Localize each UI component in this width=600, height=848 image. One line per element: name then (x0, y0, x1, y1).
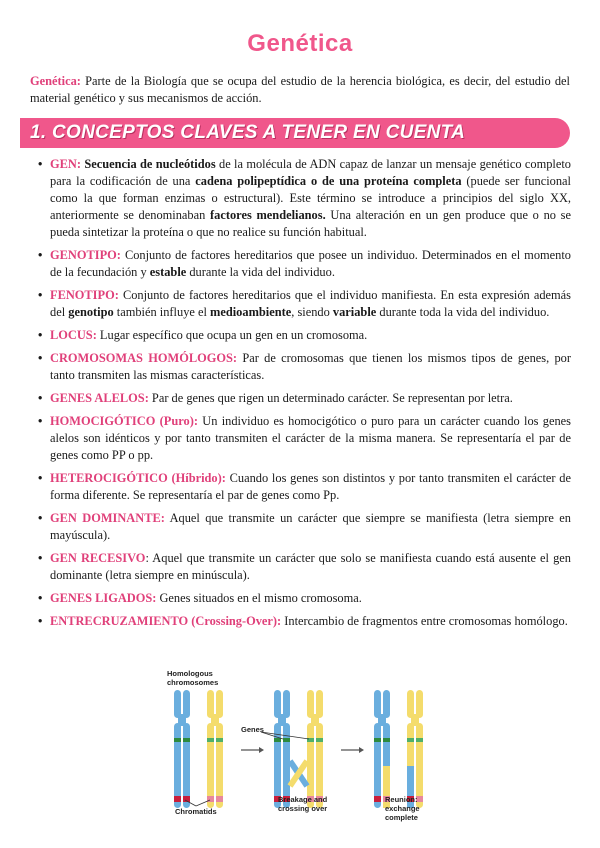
concept-term: LOCUS: (50, 328, 97, 342)
section-heading: 1. CONCEPTOS CLAVES A TENER EN CUENTA (30, 122, 466, 143)
concept-text: Conjunto de factores hereditarios que el individuo manifiesta. En esta expresión además del (50, 288, 571, 319)
concept-text: Aquel que transmite un carácter que siempre se manifiesta (letra siempre en mayúscula). (50, 511, 571, 542)
section-banner (20, 118, 570, 148)
bullet-icon: • (38, 614, 43, 628)
concept-term: GENES LIGADOS: (50, 591, 157, 605)
concept-text: Par de genes que rigen un determinado carácter. Se representan por letra. (148, 391, 513, 405)
concept-term: GEN: (50, 157, 81, 171)
list-item (38, 287, 571, 321)
concept-term: ENTRECRUZAMIENTO (Crossing-Over): (50, 614, 282, 628)
intro-term: Genética: (30, 74, 81, 88)
concept-text: también influye el (113, 305, 211, 319)
concept-bold-text: estable (149, 265, 187, 279)
concept-text: Conjunto de factores hereditarios que posee un individuo. Determinados en el momento de la fecundación y (50, 248, 571, 279)
chromosome-yellow-middle (307, 690, 323, 808)
list-item (38, 350, 571, 384)
bullet-icon: • (38, 591, 43, 605)
concept-bold-text: medioambiente (210, 305, 292, 319)
bullet-icon: • (38, 511, 43, 525)
label-breakage-2: crossing over (278, 804, 328, 813)
label-reunion-1: Reunion: (385, 795, 418, 804)
concept-text: , siendo (291, 305, 333, 319)
concept-text: : Aquel que transmite un carácter que solo se manifiesta cuando está ausente el gen dominante (letra siempre en minúscula). (50, 551, 571, 582)
list-item (38, 413, 571, 464)
concept-text: Intercambio de fragmentos entre cromosomas homólogo. (281, 614, 568, 628)
concept-term: GENOTIPO: (50, 248, 121, 262)
bullet-icon: • (38, 248, 43, 262)
list-item (38, 247, 571, 281)
label-breakage-1: Breakage and (278, 795, 328, 804)
bullet-icon: • (38, 157, 43, 171)
concept-text: Lugar específico que ocupa un gen en un cromosoma. (96, 328, 368, 342)
concept-text: Una alteración en un gen produce que o no se pueda sintetizar la proteína o que no realice su función habitual. (50, 208, 572, 239)
concept-text: Genes situados en el mismo cromosoma. (156, 591, 362, 605)
bullet-icon: • (38, 328, 43, 342)
label-reunion-2: exchange (385, 804, 420, 813)
bullet-icon: • (38, 391, 43, 405)
page-title: Genética (247, 30, 353, 57)
list-item (38, 156, 571, 241)
list-item (38, 390, 571, 407)
concept-text: durante toda la vida del individuo. (376, 305, 550, 319)
list-item (38, 327, 571, 344)
list-item (38, 613, 571, 630)
list-item (38, 590, 571, 607)
bullet-icon: • (38, 288, 43, 302)
chromosome-blue-right (374, 690, 390, 808)
concept-text: durante la vida del individuo. (186, 265, 335, 279)
concept-term: GEN DOMINANTE: (50, 511, 165, 525)
concept-text: (puede ser funcional como la que forman enzimas o estructural). Este término se introduce a principios del siglo XX, anteriormente se denominaban (50, 174, 572, 222)
concept-text: Un individuo es homocigótico o puro para un carácter cuando los genes alelos son idénticos y por tanto transmiten el carácter de la misma manera. Se representaría el par de genes como PP o pp. (50, 414, 571, 462)
concept-bold-text: factores mendelianos. (210, 208, 326, 222)
concept-term: GEN RECESIVO (50, 551, 146, 565)
concept-list (38, 156, 571, 636)
label-chromatids: Chromatids (175, 807, 217, 816)
crossing-over-diagram (163, 666, 435, 824)
label-homologous-1: Homologous (167, 669, 213, 678)
concept-term: HETEROCIGÓTICO (Híbrido): (50, 471, 226, 485)
arrow-icon (241, 747, 364, 753)
intro-text: Parte de la Biología que se ocupa del estudio de la herencia biológica, es decir, del estudio del material genético y sus mecanismos de acción. (30, 74, 570, 105)
bullet-icon: • (38, 551, 43, 565)
concept-term: GENES ALELOS: (50, 391, 149, 405)
label-homologous-2: chromosomes (167, 678, 219, 687)
concept-bold-text: cadena polipeptídica o de una proteína completa (195, 174, 462, 188)
concept-term: FENOTIPO: (50, 288, 119, 302)
list-item (38, 510, 571, 544)
bullet-icon: • (38, 414, 43, 428)
concept-bold-text: variable (332, 305, 377, 319)
bullet-icon: • (38, 351, 43, 365)
concept-term: HOMOCIGÓTICO (Puro): (50, 414, 198, 428)
concept-bold-text: genotipo (68, 305, 114, 319)
chromosome-yellow-left (207, 690, 223, 808)
concept-text: Par de cromosomas que tienen los mismos tipos de genes, por tanto transmiten las mismas características. (50, 351, 571, 382)
intro-paragraph (30, 73, 570, 107)
concept-text: de la molécula de ADN capaz de lanzar un mensaje genético completo para la codificación de una (50, 157, 571, 188)
list-item (38, 470, 571, 504)
concept-term: CROMOSOMAS HOMÓLOGOS: (50, 351, 238, 365)
list-item (38, 550, 571, 584)
bullet-icon: • (38, 471, 43, 485)
concept-bold-text: Secuencia de nucleótidos (84, 157, 216, 171)
chromosome-blue-middle (274, 690, 290, 808)
chromosome-blue-left (174, 690, 190, 808)
label-reunion-3: complete (385, 813, 418, 822)
label-genes: Genes (241, 725, 264, 734)
chromosome-yellow-right (407, 690, 423, 808)
concept-text: Cuando los genes son distintos y por tanto transmiten el carácter de forma diferente. Se representaría el par de genes como Pp. (50, 471, 571, 502)
